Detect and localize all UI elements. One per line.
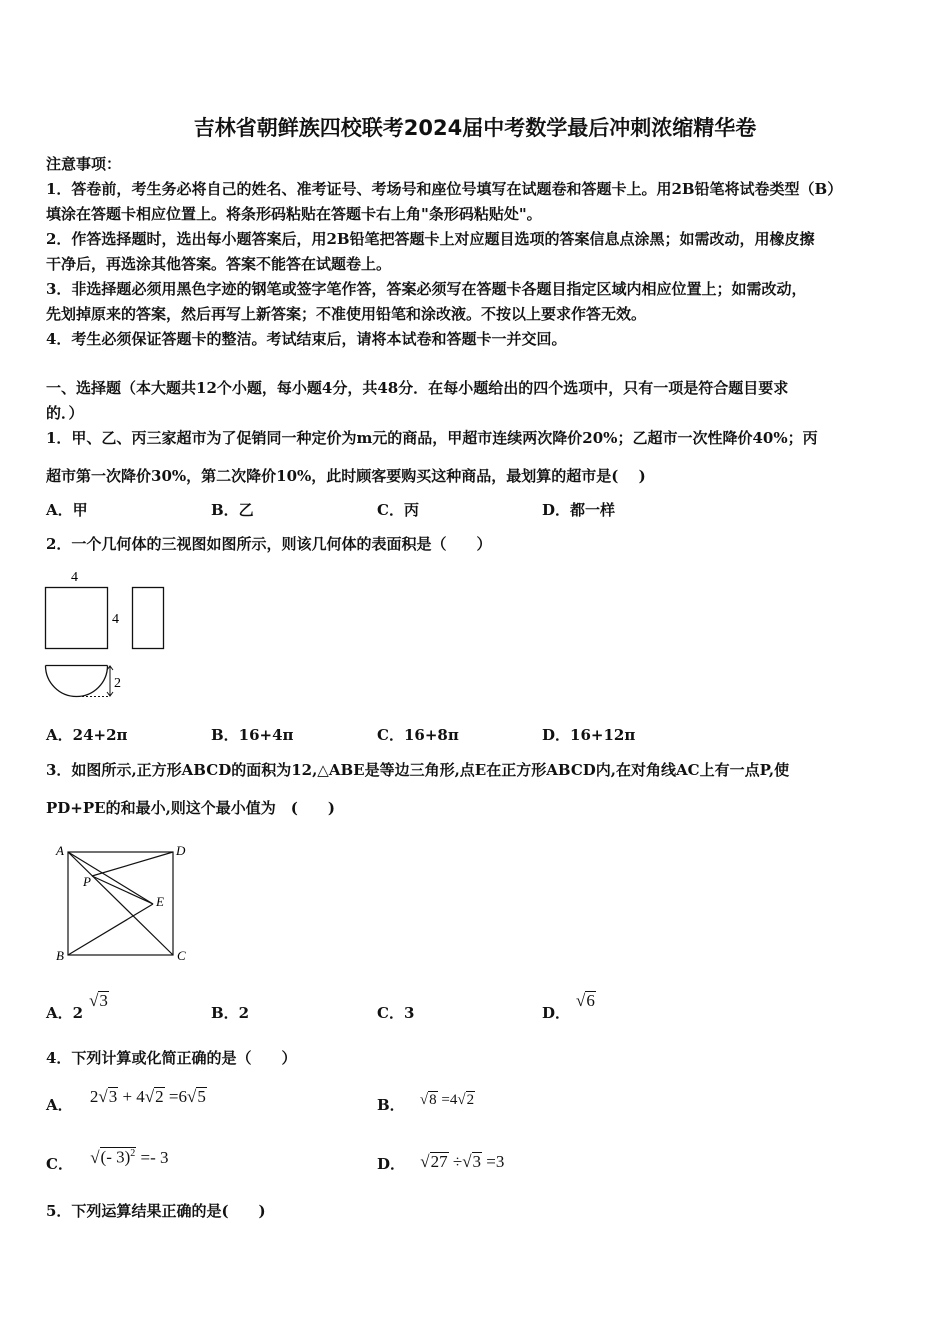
dim-label-side: 4 <box>112 612 119 627</box>
q4-option-b: B． √8 =4√2 <box>377 1092 475 1114</box>
segment-dp <box>92 852 173 876</box>
q4-option-a: A． 2√3 + 4√2 =6√5 <box>46 1087 206 1114</box>
q2-option-a: A．24+2π <box>46 726 128 744</box>
q2-option-c: C．16+8π <box>377 726 459 744</box>
segment-be <box>68 904 153 955</box>
segment-ae <box>68 852 153 904</box>
q1-option-c: C．丙 <box>377 501 419 519</box>
q2-option-b: B．16+4π <box>211 726 294 744</box>
q2-stem: 2．一个几何体的三视图如图所示，则该几何体的表面积是（ ） <box>46 535 492 553</box>
label-c: C <box>177 948 186 963</box>
notice-line: 3．非选择题必须用黑色字迹的钢笔或签字笔作答，答案必须写在答题卡各题目指定区域内相应位置上；如需改动， <box>46 280 807 298</box>
q3-option-d: D．√6 <box>542 991 595 1022</box>
notice-line: 2．作答选择题时，选出每小题答案后，用2B铅笔把答题卡上对应题目选项的答案信息点涂黑；如需改动，用橡皮擦 <box>46 230 815 248</box>
notice-line: 干净后，再选涂其他答案。答案不能答在试题卷上。 <box>46 255 392 273</box>
q4-option-c: C． √(- 3)$^2$ =- 3 <box>46 1148 169 1173</box>
q1-stem: 1．甲、乙、丙三家超市为了促销同一种定价为m元的商品，甲超市连续两次降价20%；乙超市一次性降价40%；丙 <box>46 429 818 447</box>
dim-label-top: 4 <box>71 570 78 585</box>
q3-option-a: A．2√3 <box>46 991 108 1022</box>
top-view-arc <box>46 666 108 697</box>
segment-pe <box>92 876 153 904</box>
label-a: A <box>56 843 64 858</box>
q2-option-d: D．16+12π <box>542 726 636 744</box>
notice-line: 4．考生必须保证答题卡的整洁。考试结束后，请将本试卷和答题卡一并交回。 <box>46 330 567 348</box>
q4-stem: 4．下列计算或化简正确的是（ ） <box>46 1049 297 1067</box>
q4-option-d: D． √27 ÷√3 =3 <box>377 1152 505 1173</box>
notice-heading: 注意事项： <box>46 155 122 173</box>
q3-stem-cont: PD+PE的和最小,则这个最小值为 ( ) <box>46 799 335 817</box>
label-p: P <box>83 874 91 889</box>
front-view-square <box>46 588 108 649</box>
label-b: B <box>56 948 64 963</box>
section-heading-cont: 的．） <box>46 404 84 422</box>
side-view-rect <box>133 588 164 649</box>
dim-label-radius: 2 <box>114 676 121 691</box>
q1-option-b: B．乙 <box>211 501 254 519</box>
page-title: 吉林省朝鲜族四校联考2024届中考数学最后冲刺浓缩精华卷 <box>193 116 757 140</box>
q1-option-d: D．都一样 <box>542 501 616 519</box>
notice-line: 先划掉原来的答案，然后再写上新答案；不准使用铅笔和涂改液。不按以上要求作答无效。 <box>46 305 647 323</box>
q1-option-a: A．甲 <box>46 501 88 519</box>
q3-option-b: B．2 <box>211 1004 250 1022</box>
notice-line: 填涂在答题卡相应位置上。将条形码粘贴在答题卡右上角"条形码粘贴处"。 <box>46 205 542 223</box>
q1-stem-cont: 超市第一次降价30%，第二次降价10%，此时顾客要购买这种商品，最划算的超市是( ) <box>46 467 646 485</box>
square-abcd-figure <box>50 838 200 968</box>
label-e: E <box>156 894 164 909</box>
label-d: D <box>176 843 186 858</box>
three-view-figure <box>40 565 180 705</box>
q5-stem: 5．下列运算结果正确的是( ) <box>46 1202 266 1220</box>
q3-stem: 3．如图所示,正方形ABCD的面积为12,△ABE是等边三角形,点E在正方形ABCD内,在对角线AC上有一点P,使 <box>46 761 790 779</box>
notice-line: 1．答卷前，考生务必将自己的姓名、准考证号、考场号和座位号填写在试题卷和答题卡上。用2B铅笔将试卷类型（B） <box>46 180 843 198</box>
q3-option-c: C．3 <box>377 1004 415 1022</box>
section-heading: 一、选择题（本大题共12个小题，每小题4分，共48分．在每小题给出的四个选项中，只有一项是符合题目要求 <box>46 379 789 397</box>
